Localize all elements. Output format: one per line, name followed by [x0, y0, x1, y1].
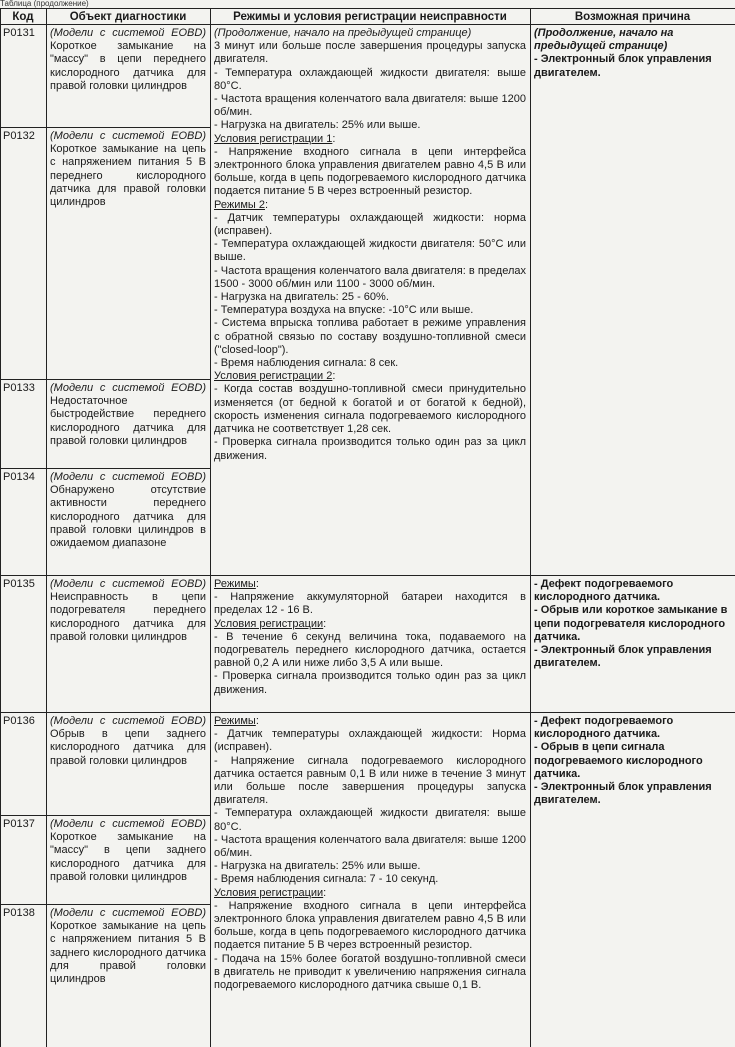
row-code: P0135: [3, 578, 35, 590]
modes-group-1: (Продолжение, начало на предыдущей странице) 3 минут или больше после завершения процедуры запуска двигателя. - Температура охлаждающей жидкости двигателя: выше 80°C. - Частота вращения коленчатого вала двигателя: выше 1200 об/мин. - Нагрузка на двигатель: 25% или выше. Условия регистрации 1: - Напряжение входного сигнала в цепи интерфейса электронного блока управления двигателем равно 4,5 В или больше, когда в цепь подогреваемого кислородного датчика подается питание 5 В через встроенный резистор. Режимы 2: - Датчик температуры охлаждающей жидкости: норма (исправен). - Температура охлаждающей жидкости двигателя: 50°C или выше. - Частота вращения коленчатого вала двигателя: в пределах 1500 - 3000 об/мин или 1100 - 3000 об/мин. - Нагрузка на двигатель: 25 - 60%. - Температура воздуха на впуске: -10°C или выше. - Система впрыска топлива работает в режиме управления с обратной связью по составу воздушно-топливной смеси ("closed-loop"). - Время наблюдения сигнала: 8 сек. Условия регистрации 2: - Когда состав воздушно-топливной смеси принудительно изменяется (от бедной к богатой и от богатой к бедной), скорость изменения сигнала подогреваемого кислородного датчика не соответствует 1,28 сек. - Проверка сигнала производится только один раз за цикл движения.: [214, 27, 526, 462]
grid-line: [46, 8, 47, 1047]
row-code: P0136: [3, 715, 35, 727]
cause-group-3: - Дефект подогреваемого кислородного датчика. - Обрыв в цепи сигнала подогреваемого кислородного датчика. - Электронный блок управления двигателем.: [534, 715, 712, 807]
grid-line: [0, 904, 210, 905]
grid-line: [530, 8, 531, 1047]
grid-line: [210, 8, 211, 1047]
grid-line: [0, 8, 1, 1047]
grid-line: [0, 815, 210, 816]
grid-line: [0, 712, 735, 713]
row-code: P0138: [3, 907, 35, 919]
table-caption: Таблица (продолжение): [0, 0, 89, 8]
header-modes: Режимы и условия регистрации неисправности: [210, 8, 530, 25]
row-object: (Модели с системой EOBD) Короткое замыкание на цепь с напряжением питания 5 В переднего кислородного датчика для правой головки цилиндров: [50, 130, 206, 209]
grid-line: [0, 127, 210, 128]
grid-line: [0, 575, 735, 576]
row-object: (Модели с системой EOBD) Обнаружено отсутствие активности переднего кислородного датчика для правой головки цилиндров в ожидаемом диапазоне: [50, 471, 206, 550]
modes-group-3: Режимы: - Датчик температуры охлаждающей жидкости: Норма (исправен). - Напряжение сигнала подогреваемого кислородного датчика остается равным 0,1 В или ниже в течение 3 минут или больше после завершения процедуры запуска двигателя. - Температура охлаждающей жидкости двигателя: выше 80°C. - Частота вращения коленчатого вала двигателя: выше 1200 об/мин. - Нагрузка на двигатель: 25% или выше. - Время наблюдения сигнала: 7 - 10 секунд. Условия регистрации: - Напряжение входного сигнала в цепи интерфейса электронного блока управления двигателем равно 4,5 В или больше, когда в цепь подогреваемого кислородного датчика подается питание 5 В через встроенный резистор. - Подача на 15% более богатой воздушно-топливной смеси в двигатель не приводит к увеличению напряжения сигнала подогреваемого кислородного датчика свыше 0,1 В.: [214, 715, 526, 992]
cause-group-1: (Продолжение, начало на предыдущей странице) - Электронный блок управления двигателем.: [534, 27, 712, 79]
row-object: (Модели с системой EOBD) Короткое замыкание на цепь с напряжением питания 5 В заднего кислородного датчика для правой головки цилиндров: [50, 907, 206, 986]
header-code: Код: [0, 8, 46, 25]
row-code: P0131: [3, 27, 35, 39]
row-code: P0134: [3, 471, 35, 483]
header-cause: Возможная причина: [530, 8, 735, 25]
cause-group-2: - Дефект подогреваемого кислородного датчика. - Обрыв или короткое замыкание в цепи подогревателя кислородного датчика. - Электронный блок управления двигателем.: [534, 578, 728, 670]
grid-line: [0, 468, 210, 469]
row-object: (Модели с системой EOBD) Обрыв в цепи заднего кислородного датчика для правой головки цилиндров: [50, 715, 206, 767]
header-object: Объект диагностики: [46, 8, 210, 25]
grid-line: [0, 379, 210, 380]
row-code: P0132: [3, 130, 35, 142]
row-code: P0137: [3, 818, 35, 830]
row-object: (Модели с системой EOBD) Недостаточное быстродействие переднего кислородного датчика для правой головки цилиндров: [50, 382, 206, 447]
modes-group-2: Режимы: - Напряжение аккумуляторной батареи находится в пределах 12 - 16 В. Условия регистрации: - В течение 6 секунд величина тока, подаваемого на подогреватель переднего кислородного датчика, остается равной 0,2 А или ниже либо 3,5 А или выше. - Проверка сигнала производится только один раз за цикл движения.: [214, 578, 526, 696]
row-object: (Модели с системой EOBD) Короткое замыкание на "массу" в цепи заднего кислородного датчика для правой головки цилиндров: [50, 818, 206, 883]
row-object: (Модели с системой EOBD) Неисправность в цепи подогревателя переднего кислородного датчика для правой головки цилиндров: [50, 578, 206, 643]
row-code: P0133: [3, 382, 35, 394]
row-object: (Модели с системой EOBD) Короткое замыкание на "массу" в цепи переднего кислородного датчика для правой головки цилиндров: [50, 27, 206, 92]
